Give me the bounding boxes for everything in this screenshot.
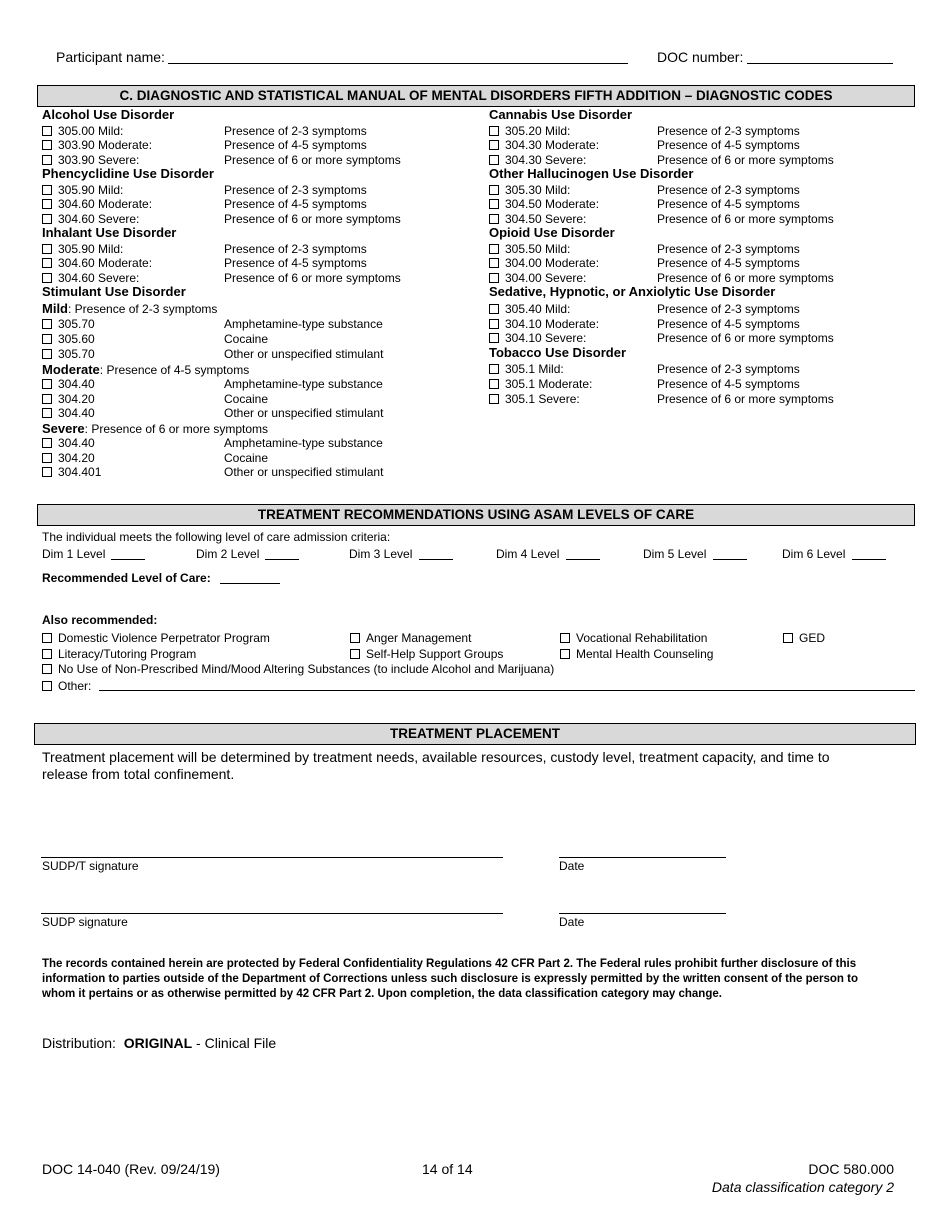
checkbox[interactable] — [489, 258, 499, 268]
checkbox[interactable] — [42, 453, 52, 463]
confidentiality-notice: The records contained herein are protected by Federal Confidentiality Regulations 42 CFR Part 2. The Federal rules prohibit further disclosure of this information to parties outside of the Department of Corrections unless such disclosure is expressly permitted by the written consent of the person to whom it pertains or as otherwise permitted by 42 CFR Part 2. Upon completion, the data classification category may change. — [42, 958, 859, 1000]
checkbox[interactable] — [489, 155, 499, 165]
stimulant-mild-label: Mild: Presence of 2-3 symptoms — [42, 301, 218, 316]
list-item[interactable]: 305.70 Amphetamine-type substance — [42, 317, 95, 331]
hallucinogen-title: Other Hallucinogen Use Disorder — [489, 166, 694, 181]
list-item[interactable]: 305.40 Mild: Presence of 2-3 symptoms — [489, 302, 570, 316]
checkbox[interactable] — [783, 633, 793, 643]
form-number: DOC 14-040 (Rev. 09/24/19) — [42, 1161, 220, 1177]
stimulant-moderate-label: Moderate: Presence of 4-5 symptoms — [42, 362, 250, 377]
checkbox[interactable] — [42, 334, 52, 344]
also-recommended-label: Also recommended: — [42, 613, 158, 627]
list-item[interactable]: 304.20 Cocaine — [42, 392, 95, 406]
sudpt-signature-line[interactable] — [41, 857, 503, 858]
option-domestic-violence[interactable]: Domestic Violence Perpetrator Program — [42, 631, 270, 645]
list-item[interactable]: 303.90 Severe: Presence of 6 or more symptoms — [42, 153, 139, 167]
placement-header: TREATMENT PLACEMENT — [34, 723, 916, 745]
list-item[interactable]: 304.401 Other or unspecified stimulant — [42, 465, 101, 479]
checkbox[interactable] — [489, 140, 499, 150]
phencyclidine-title: Phencyclidine Use Disorder — [42, 166, 214, 181]
participant-name-field[interactable] — [168, 63, 628, 64]
section-c-header: C. DIAGNOSTIC AND STATISTICAL MANUAL OF MENTAL DISORDERS FIFTH ADDITION – DIAGNOSTIC CODES — [37, 85, 915, 107]
list-item[interactable]: 305.30 Mild: Presence of 2-3 symptoms — [489, 183, 570, 197]
checkbox[interactable] — [42, 273, 52, 283]
alcohol-title: Alcohol Use Disorder — [42, 107, 175, 122]
list-item[interactable]: 304.10 Severe: Presence of 6 or more symptoms — [489, 331, 586, 345]
checkbox[interactable] — [489, 304, 499, 314]
checkbox[interactable] — [42, 681, 52, 691]
list-item[interactable]: 305.00 Mild: Presence of 2-3 symptoms — [42, 124, 123, 138]
checkbox[interactable] — [42, 379, 52, 389]
dim-5-field[interactable] — [713, 559, 747, 560]
checkbox[interactable] — [42, 408, 52, 418]
other-field[interactable] — [99, 690, 915, 691]
dim-1-label: Dim 1 Level — [42, 547, 106, 561]
list-item[interactable]: 304.50 Severe: Presence of 6 or more symptoms — [489, 212, 586, 226]
checkbox[interactable] — [42, 633, 52, 643]
page-number: 14 of 14 — [422, 1161, 473, 1177]
stimulant-title: Stimulant Use Disorder — [42, 284, 186, 299]
dim-4-label: Dim 4 Level — [496, 547, 560, 561]
checkbox[interactable] — [489, 273, 499, 283]
checkbox[interactable] — [42, 126, 52, 136]
list-item[interactable]: 305.20 Mild: Presence of 2-3 symptoms — [489, 124, 570, 138]
dim-3-label: Dim 3 Level — [349, 547, 413, 561]
list-item[interactable]: 305.90 Mild: Presence of 2-3 symptoms — [42, 183, 123, 197]
option-literacy[interactable]: Literacy/Tutoring Program — [42, 647, 196, 661]
checkbox[interactable] — [42, 214, 52, 224]
option-ged[interactable]: GED — [783, 631, 825, 645]
checkbox[interactable] — [489, 319, 499, 329]
checkbox[interactable] — [42, 258, 52, 268]
list-item[interactable]: 304.60 Moderate: Presence of 4-5 symptoms — [42, 197, 152, 211]
checkbox[interactable] — [42, 664, 52, 674]
option-self-help[interactable]: Self-Help Support Groups — [350, 647, 503, 661]
list-item[interactable]: 304.60 Severe: Presence of 6 or more symptoms — [42, 212, 139, 226]
list-item[interactable]: 304.40 Amphetamine-type substance — [42, 436, 95, 450]
checkbox[interactable] — [489, 333, 499, 343]
list-item[interactable]: 305.1 Mild: Presence of 2-3 symptoms — [489, 362, 564, 376]
dim-5-label: Dim 5 Level — [643, 547, 707, 561]
list-item[interactable]: 304.50 Moderate: Presence of 4-5 symptoms — [489, 197, 599, 211]
sudpt-signature-label: SUDP/T signature — [42, 859, 139, 873]
checkbox[interactable] — [42, 438, 52, 448]
checkbox[interactable] — [489, 185, 499, 195]
checkbox[interactable] — [560, 649, 570, 659]
list-item[interactable]: 305.1 Severe: Presence of 6 or more symptoms — [489, 392, 580, 406]
dim-6-label: Dim 6 Level — [782, 547, 846, 561]
checkbox[interactable] — [42, 244, 52, 254]
checkbox[interactable] — [489, 199, 499, 209]
dim-2-field[interactable] — [265, 559, 299, 560]
list-item[interactable]: 305.90 Mild: Presence of 2-3 symptoms — [42, 242, 123, 256]
dim-4-field[interactable] — [566, 559, 600, 560]
option-vocational-rehabilitation[interactable]: Vocational Rehabilitation — [560, 631, 707, 645]
opioid-title: Opioid Use Disorder — [489, 225, 615, 240]
list-item[interactable]: 304.40 Other or unspecified stimulant — [42, 406, 95, 420]
policy-number: DOC 580.000 — [808, 1161, 894, 1177]
checkbox[interactable] — [42, 467, 52, 477]
sedative-title: Sedative, Hypnotic, or Anxiolytic Use Disorder — [489, 284, 776, 299]
checkbox[interactable] — [42, 140, 52, 150]
distribution: Distribution: ORIGINAL - Clinical File — [42, 1035, 277, 1051]
asam-intro: The individual meets the following level of care admission criteria: — [42, 530, 391, 544]
list-item[interactable]: 304.60 Severe: Presence of 6 or more symptoms — [42, 271, 139, 285]
list-item[interactable]: 304.60 Moderate: Presence of 4-5 symptoms — [42, 256, 152, 270]
sudp-date-label: Date — [559, 915, 585, 929]
cannabis-title: Cannabis Use Disorder — [489, 107, 633, 122]
checkbox[interactable] — [42, 649, 52, 659]
dim-1-field[interactable] — [111, 559, 145, 560]
checkbox[interactable] — [42, 155, 52, 165]
list-item[interactable]: 304.00 Severe: Presence of 6 or more symptoms — [489, 271, 586, 285]
sudp-signature-label: SUDP signature — [42, 915, 128, 929]
checkbox[interactable] — [489, 394, 499, 404]
checkbox[interactable] — [560, 633, 570, 643]
doc-number-field[interactable] — [747, 63, 893, 64]
option-no-use[interactable]: No Use of Non-Prescribed Mind/Mood Altering Substances (to include Alcohol and Marijuana) — [42, 662, 554, 676]
checkbox[interactable] — [350, 633, 360, 643]
sudpt-date-label: Date — [559, 859, 585, 873]
list-item[interactable]: 305.60 Cocaine — [42, 332, 95, 346]
list-item[interactable]: 305.1 Moderate: Presence of 4-5 symptoms — [489, 377, 592, 391]
doc-number-label: DOC number: — [657, 49, 744, 65]
list-item[interactable]: 305.70 Other or unspecified stimulant — [42, 347, 95, 361]
checkbox[interactable] — [42, 349, 52, 359]
checkbox[interactable] — [489, 379, 499, 389]
placement-text: Treatment placement will be determined by treatment needs, available resources, custody level, treatment capacity, and time to release from total confinement. — [42, 749, 830, 782]
checkbox[interactable] — [489, 364, 499, 374]
participant-name-label: Participant name: — [56, 49, 165, 65]
list-item[interactable]: 303.90 Moderate: Presence of 4-5 symptoms — [42, 138, 152, 152]
checkbox[interactable] — [489, 244, 499, 254]
dim-6-field[interactable] — [852, 559, 886, 560]
inhalant-title: Inhalant Use Disorder — [42, 225, 177, 240]
sudpt-date-line[interactable] — [559, 857, 726, 858]
list-item[interactable]: 304.30 Moderate: Presence of 4-5 symptoms — [489, 138, 599, 152]
dim-3-field[interactable] — [419, 559, 453, 560]
option-mental-health[interactable]: Mental Health Counseling — [560, 647, 713, 661]
list-item[interactable]: 304.10 Moderate: Presence of 4-5 symptoms — [489, 317, 599, 331]
stimulant-severe-label: Severe: Presence of 6 or more symptoms — [42, 421, 269, 436]
list-item[interactable]: 304.40 Amphetamine-type substance — [42, 377, 95, 391]
checkbox[interactable] — [42, 319, 52, 329]
recommended-level-label: Recommended Level of Care: — [42, 571, 211, 585]
checkbox[interactable] — [489, 214, 499, 224]
sudp-date-line[interactable] — [559, 913, 726, 914]
option-anger-management[interactable]: Anger Management — [350, 631, 471, 645]
asam-header: TREATMENT RECOMMENDATIONS USING ASAM LEVELS OF CARE — [37, 504, 915, 526]
recommended-level-field[interactable] — [220, 583, 280, 584]
list-item[interactable]: 304.30 Severe: Presence of 6 or more symptoms — [489, 153, 586, 167]
option-other[interactable]: Other: — [42, 679, 91, 693]
checkbox[interactable] — [350, 649, 360, 659]
tobacco-title: Tobacco Use Disorder — [489, 345, 627, 360]
list-item[interactable]: 304.20 Cocaine — [42, 451, 95, 465]
classification: Data classification category 2 — [711, 1179, 894, 1195]
checkbox[interactable] — [42, 199, 52, 209]
list-item[interactable]: 305.50 Mild: Presence of 2-3 symptoms — [489, 242, 570, 256]
dim-2-label: Dim 2 Level — [196, 547, 260, 561]
sudp-signature-line[interactable] — [41, 913, 503, 914]
list-item[interactable]: 304.00 Moderate: Presence of 4-5 symptoms — [489, 256, 599, 270]
checkbox[interactable] — [42, 394, 52, 404]
checkbox[interactable] — [489, 126, 499, 136]
checkbox[interactable] — [42, 185, 52, 195]
